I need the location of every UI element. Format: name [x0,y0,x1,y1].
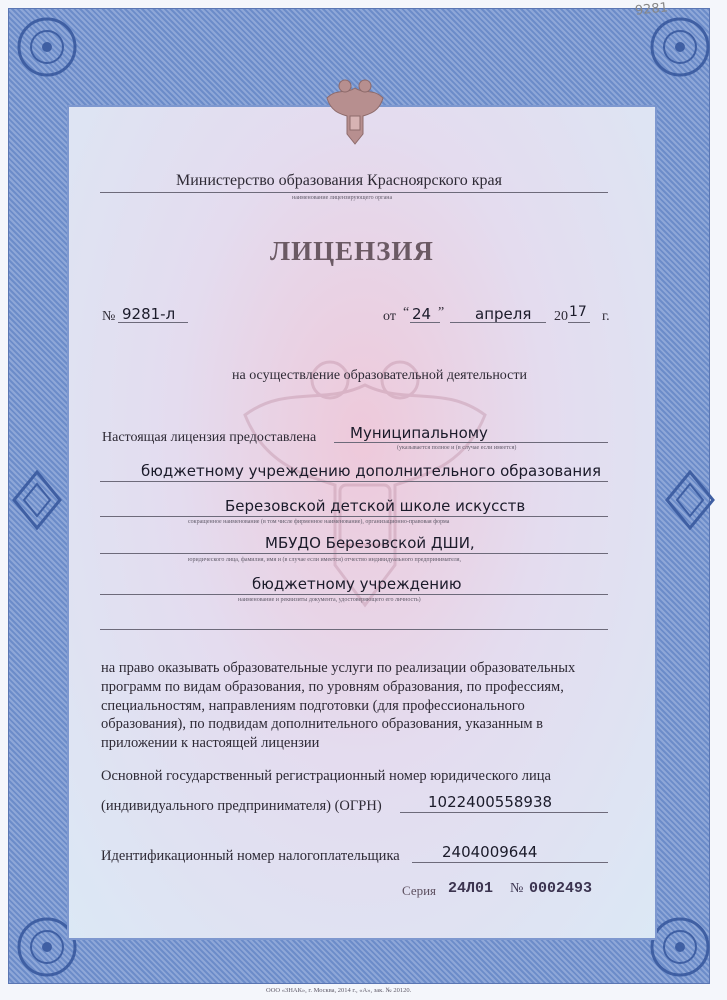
license-number: 9281-л [122,305,176,323]
date-day: 24 [412,305,432,323]
number-sign: № [102,309,116,324]
caption-document: наименование и реквизиты документа, удостоверяющего его личность) [238,597,421,603]
line-2-underline [100,481,608,482]
handwritten-number: 9281 [634,0,669,19]
line-4-underline [100,553,608,554]
inn-label: Идентификационный номер налогоплательщика [101,848,400,864]
caption-full-name: (указывается полное и (в случае если имеется) [397,445,517,451]
series-number-sign: № [510,881,524,896]
day-underline [410,322,440,323]
ogrn-underline [400,812,608,813]
caption-legal: юридического лица, фамилия, имя и (в случае если имеется) отчество индивидуального предпринимателя, [188,557,462,563]
ornament-knot-icon [665,470,715,530]
date-quote-close: ” [438,305,445,320]
ornament-corner-icon [645,12,715,82]
ogrn-line-2: (индивидуального предпринимателя) (ОГРН) [101,798,382,814]
series-value: 24Л01 [448,880,494,897]
date-year-prefix: 20 [554,309,568,324]
page-title: ЛИЦЕНЗИЯ [270,236,434,266]
ogrn-value: 1022400558938 [428,793,553,811]
organization-line-2: бюджетному учреждению дополнительного образования [141,462,602,480]
ornament-knot-icon [12,470,62,530]
granted-value: Муниципальному [350,424,488,442]
granted-underline [334,442,608,443]
rights-line-5: приложении к настоящей лицензии [101,735,320,751]
granted-label: Настоящая лицензия предоставлена [102,430,317,445]
rights-line-3: специальностям, направлениям подготовки (для профессионального [101,698,525,714]
series-label: Серия [402,883,437,898]
inn-underline [412,862,608,863]
organization-line-3: Березовской детской школе искусств [225,497,526,515]
number-underline [118,322,188,323]
series-number: 0002493 [529,880,593,897]
date-quote-open: “ [403,305,410,320]
issuing-authority: Министерство образования Красноярского края [176,172,502,189]
caption-short-name: сокращенное наименование (в том числе фирменное наименование), организационно-правовая форма [188,519,450,525]
inn-value: 2404009644 [442,843,538,861]
line-3-underline [100,516,608,517]
blank-underline [100,629,608,630]
authority-caption: наименование лицензирующего органа [292,195,393,201]
date-year-label: г. [602,309,610,324]
authority-underline [100,192,608,193]
rights-line-1: на право оказывать образовательные услуги по реализации образовательных [101,660,576,676]
ogrn-line-1: Основной государственный регистрационный номер юридического лица [101,768,551,784]
printer-note: ООО «ЗНАК», г. Москва, 2014 г., «А», зак. № 20120. [266,987,412,994]
rights-line-2: программ по видам образования, по уровням образования, по профессиям, [101,679,564,695]
rights-line-4: образования), по подвидам дополнительного образования, указанным в [101,716,544,732]
date-from-label: от [383,309,396,324]
year-underline [568,322,590,323]
ornament-corner-icon [12,12,82,82]
date-year-suffix: 17 [569,304,587,320]
line-5-underline [100,594,608,595]
coat-of-arms-icon [323,78,387,146]
organization-line-4: МБУДО Березовской ДШИ, [265,534,475,552]
license-purpose: на осуществление образовательной деятельности [232,368,527,383]
month-underline [450,322,546,323]
organization-line-5: бюджетному учреждению [252,575,462,593]
date-month: апреля [475,305,532,323]
